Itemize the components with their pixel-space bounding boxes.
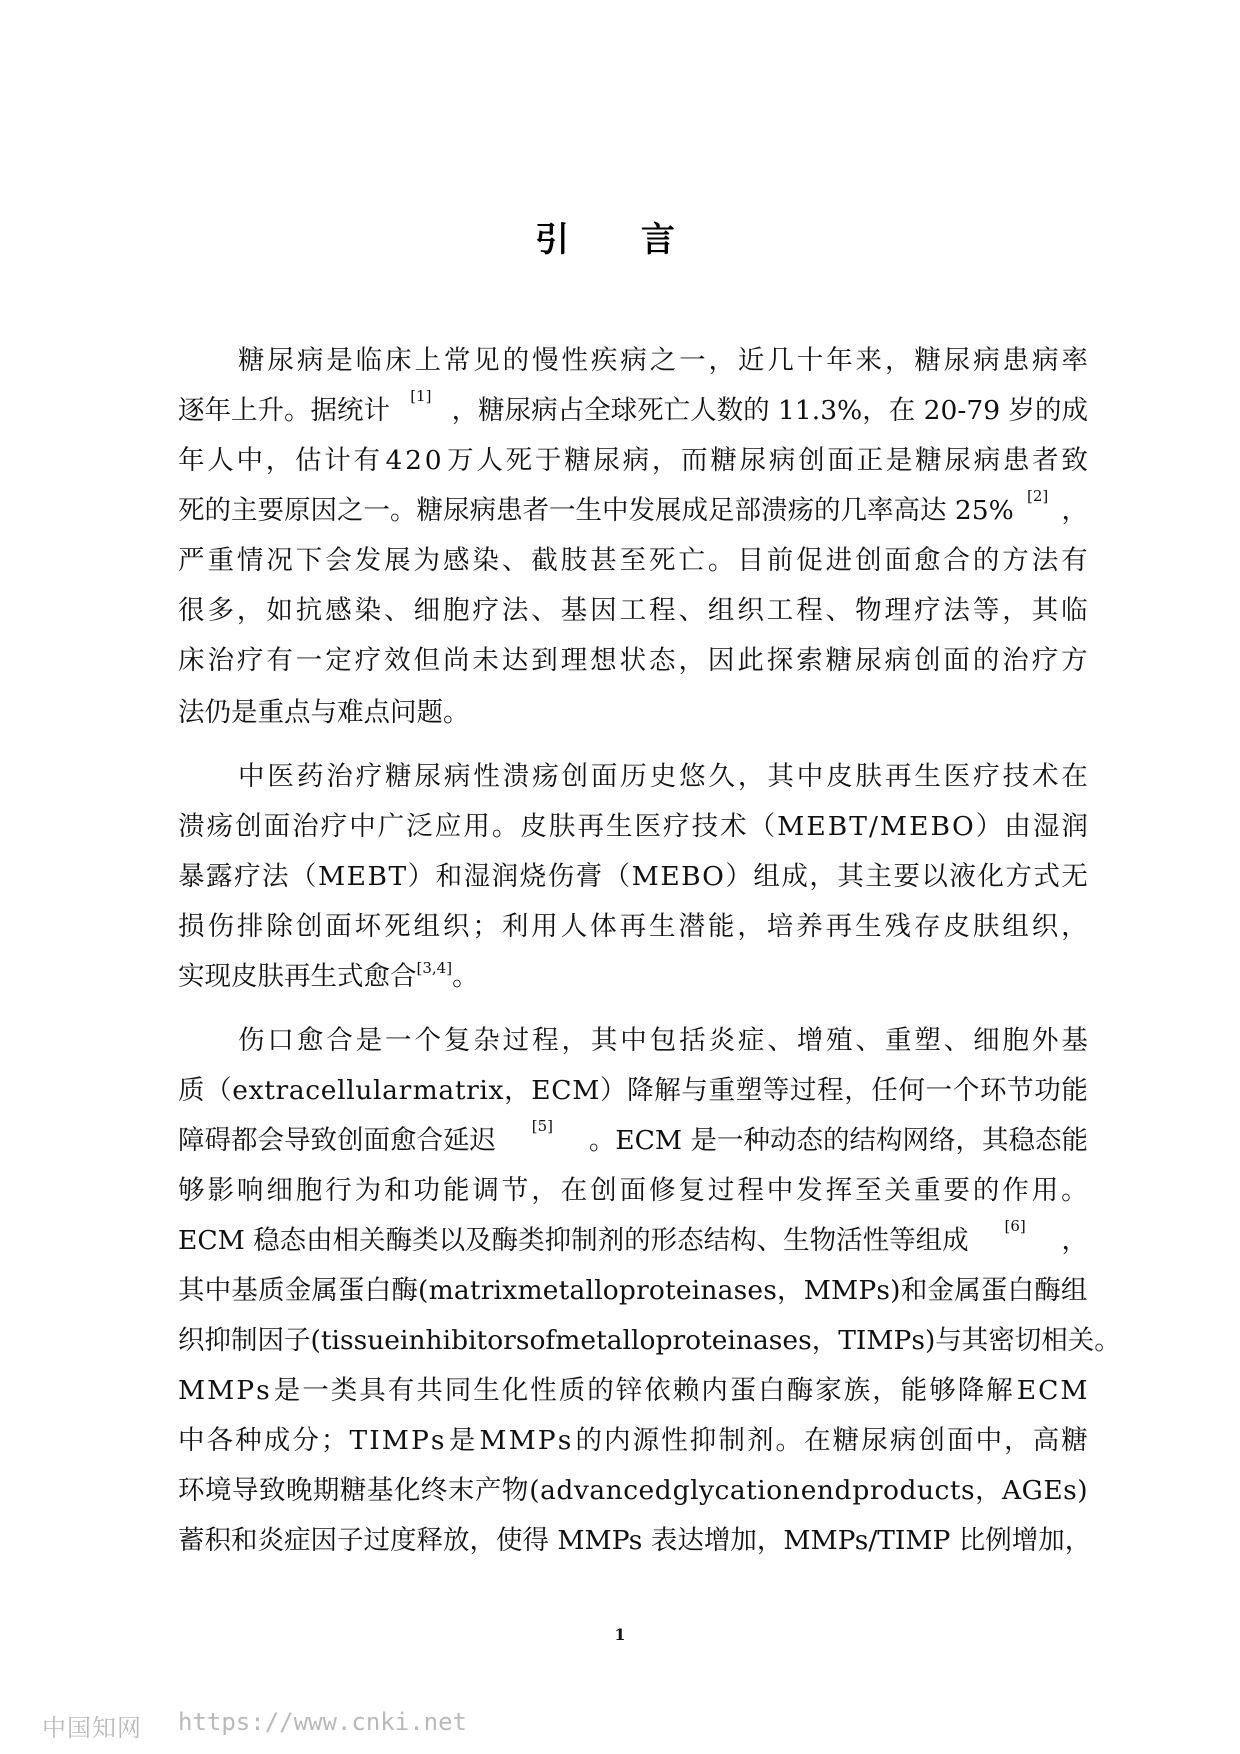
text-line: 伤 口 愈 合 是 一 个 复 杂 过 程 ， 其 中 包 括 炎 症 、 增 殖 、 重 塑 、 细 胞 外 基 (238, 1025, 1088, 1056)
citation-marker: [3,4] (416, 959, 453, 977)
text-line: ECM 稳态由相关酶类以及酶类抑制剂的形态结构、生物活性等组成 [6] ， (178, 1217, 1088, 1256)
text-line: 年 人 中 ， 估 计 有 4 2 0 万 人 死 于 糖 尿 病 ， 而 糖 尿 病 创 面 正 是 糖 尿 病 患 者 致 (178, 445, 1088, 476)
page-number: 1 (614, 1625, 626, 1644)
page-title: 引 言 (535, 220, 705, 260)
text-line: 法仍是重点与难点问题。 (178, 697, 470, 728)
text-line: 逐年上升。据统计 [1] ，糖尿病占全球死亡人数的 11.3%，在 20-79 岁的成 (178, 387, 1088, 426)
text-line: 障碍都会导致创面愈合延迟 [5] 。ECM 是一种动态的结构网络，其稳态能 (178, 1117, 1088, 1156)
text-line: 织 抑 制 因 子 ( t i s s u e i n h i b i t o r s o f m e t a l l o p r o t e i n a s e s ， T I M P s ) 与 其 密 切 相 关 。 (178, 1325, 1121, 1356)
text-line: 中 医 药 治 疗 糖 尿 病 性 溃 疡 创 面 历 史 悠 久 ， 其 中 皮 肤 再 生 医 疗 技 术 在 (238, 761, 1088, 792)
text-line: 严 重 情 况 下 会 发 展 为 感 染 、 截 肢 甚 至 死 亡 。 目 前 促 进 创 面 愈 合 的 方 法 有 (178, 545, 1088, 576)
text-line: 质 （ e x t r a c e l l u l a r m a t r i x ， E C M ） 降 解 与 重 塑 等 过 程 ， 任 何 一 个 环 节 功 能 (178, 1075, 1088, 1106)
watermark-url: https://www.cnki.net (178, 1708, 467, 1736)
text-line: 环 境 导 致 晚 期 糖 基 化 终 末 产 物 ( a d v a n c e d g l y c a t i o n e n d p r o d u c t s ， A G E s ) (178, 1475, 1088, 1506)
text-line: 够 影 响 细 胞 行 为 和 功 能 调 节 ， 在 创 面 修 复 过 程 中 发 挥 至 关 重 要 的 作 用 。 (178, 1175, 1088, 1206)
text-line: 糖 尿 病 是 临 床 上 常 见 的 慢 性 疾 病 之 一 ， 近 几 十 年 来 ， 糖 尿 病 患 病 率 (238, 345, 1088, 376)
text-line: 损 伤 排 除 创 面 坏 死 组 织 ； 利 用 人 体 再 生 潜 能 ， 培 养 再 生 残 存 皮 肤 组 织 ， (178, 911, 1088, 942)
text-line: 暴 露 疗 法 （ M E B T ） 和 湿 润 烧 伤 膏 （ M E B O ） 组 成 ， 其 主 要 以 液 化 方 式 无 (178, 861, 1088, 892)
text-line: 蓄积和炎症因子过度释放，使得 MMPs 表达增加，MMPs/TIMP 比例增加， (178, 1525, 1092, 1556)
citation-marker: [6] (1004, 1217, 1026, 1235)
text-line: 实现皮肤再生式愈合[3,4]。 (178, 959, 479, 992)
watermark-brand: 中国知网 (42, 1714, 142, 1742)
text-line: 中 各 种 成 分 ； T I M P s 是 M M P s 的 内 源 性 抑 制 剂 。 在 糖 尿 病 创 面 中 ， 高 糖 (178, 1425, 1088, 1456)
citation-marker: [5] (531, 1117, 554, 1135)
text-line: 很 多 ， 如 抗 感 染 、 细 胞 疗 法 、 基 因 工 程 、 组 织 工 程 、 物 理 疗 法 等 ， 其 临 (178, 595, 1088, 626)
citation-marker: [2] (1027, 487, 1049, 505)
text-line: 死的主要原因之一。糖尿病患者一生中发展成足部溃疡的几率高达 25% [2] ， (178, 487, 1088, 526)
text-line: 床 治 疗 有 一 定 疗 效 但 尚 未 达 到 理 想 状 态 ， 因 此 探 索 糖 尿 病 创 面 的 治 疗 方 (178, 645, 1088, 676)
citation-marker: [1] (410, 387, 432, 405)
text-line: M M P s 是 一 类 具 有 共 同 生 化 性 质 的 锌 依 赖 内 蛋 白 酶 家 族 ， 能 够 降 解 E C M (178, 1375, 1088, 1406)
text-line: 溃 疡 创 面 治 疗 中 广 泛 应 用 。 皮 肤 再 生 医 疗 技 术 （ M E B T / M E B O ） 由 湿 润 (178, 811, 1088, 842)
text-line: 其 中 基 质 金 属 蛋 白 酶 ( m a t r i x m e t a l l o p r o t e i n a s e s ， M M P s ) 和 金 属 蛋 白 酶 组 (178, 1275, 1088, 1306)
